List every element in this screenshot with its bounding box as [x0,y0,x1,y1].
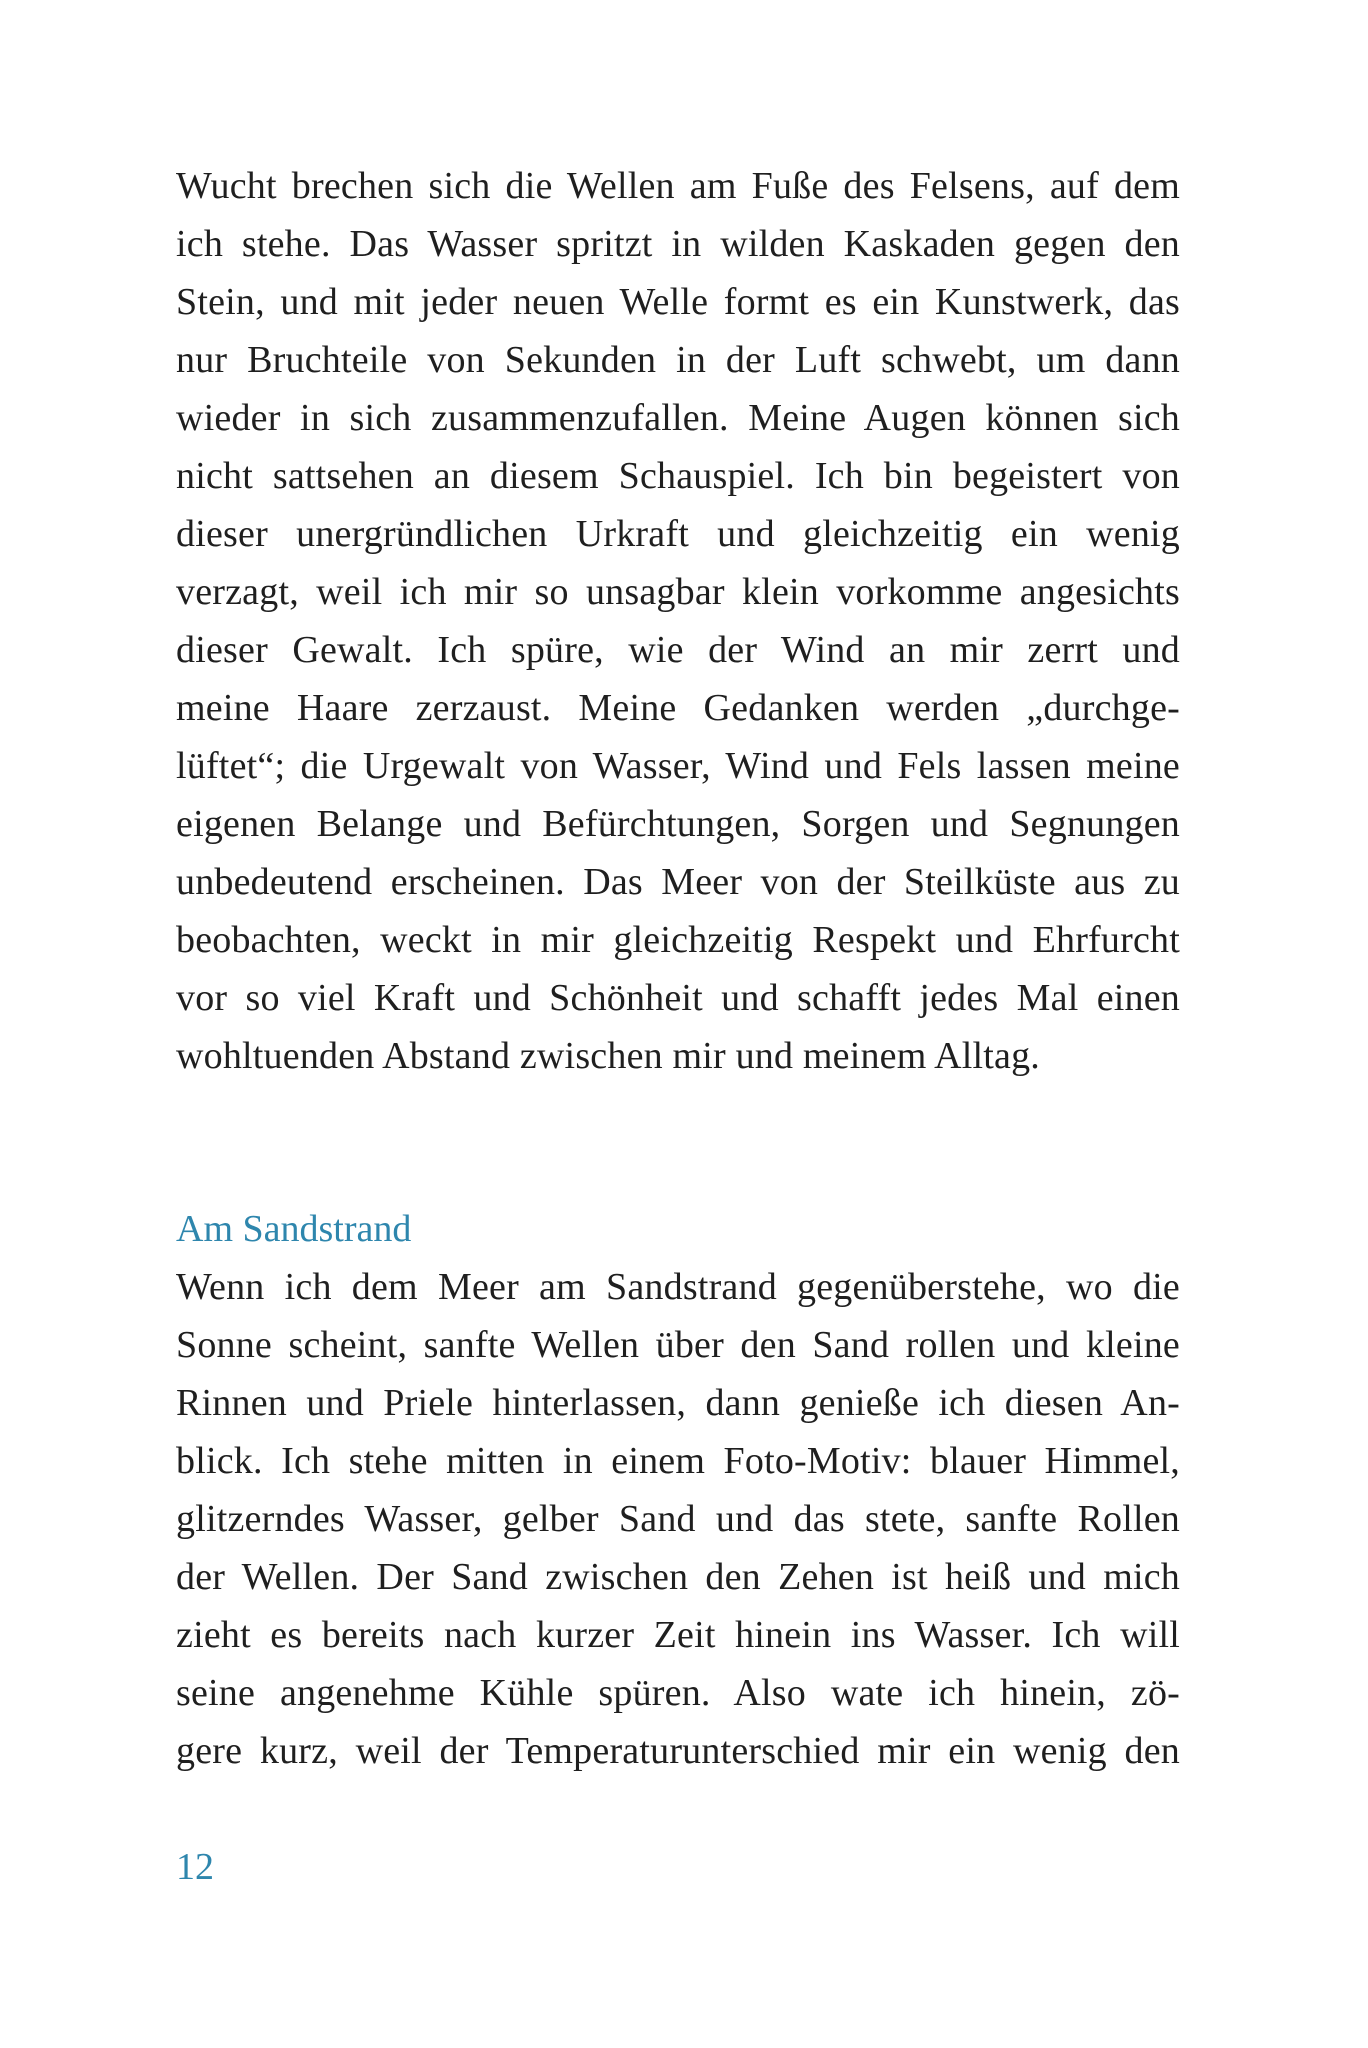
text-line: Stein, und mit jeder neuen Welle formt es ein Kunstwerk, das [176,281,1180,323]
text-line: meine Haare zerzaust. Meine Gedanken werden „durchge- [176,687,1180,729]
text-line: beobachten, weckt in mir gleichzeitig Respekt und Ehrfurcht [176,919,1180,961]
text-line: vor so viel Kraft und Schönheit und schafft jedes Mal einen [176,977,1180,1019]
text-line: wieder in sich zusammenzufallen. Meine Augen können sich [176,397,1180,439]
paragraph-2 [176,1258,1180,1780]
text-line: seine angenehme Kühle spüren. Also wate ich hinein, zö- [176,1672,1180,1714]
text-line: dieser unergründlichen Urkraft und gleichzeitig ein wenig [176,513,1180,555]
text-line: unbedeutend erscheinen. Das Meer von der Steilküste aus zu [176,861,1180,903]
text-line: Rinnen und Priele hinterlassen, dann genieße ich diesen An- [176,1382,1180,1424]
text-line: Sonne scheint, sanfte Wellen über den Sand rollen und kleine [176,1324,1180,1366]
section-heading: Am Sandstrand [176,1208,412,1250]
text-line: lüftet“; die Urgewalt von Wasser, Wind und Fels lassen meine [176,745,1180,787]
text-line: wohltuenden Abstand zwischen mir und meinem Alltag. [176,1035,1040,1077]
text-line: dieser Gewalt. Ich spüre, wie der Wind an mir zerrt und [176,629,1180,671]
text-line: Wucht brechen sich die Wellen am Fuße des Felsens, auf dem [176,165,1180,207]
text-line: nicht sattsehen an diesem Schauspiel. Ich bin begeistert von [176,455,1180,497]
section-spacer [176,1085,1180,1200]
text-line: eigenen Belange und Befürchtungen, Sorgen und Segnungen [176,803,1180,845]
text-line: glitzerndes Wasser, gelber Sand und das stete, sanfte Rollen [176,1498,1180,1540]
text-line: blick. Ich stehe mitten in einem Foto-Motiv: blauer Himmel, [176,1440,1180,1482]
text-line: zieht es bereits nach kurzer Zeit hinein ins Wasser. Ich will [176,1614,1180,1656]
text-line: der Wellen. Der Sand zwischen den Zehen ist heiß und mich [176,1556,1180,1598]
text-line: Wenn ich dem Meer am Sandstrand gegenüberstehe, wo die [176,1266,1180,1308]
paragraph-1 [176,157,1180,1085]
text-line: nur Bruchteile von Sekunden in der Luft schwebt, um dann [176,339,1180,381]
book-page [176,157,1180,1780]
text-line: gere kurz, weil der Temperaturunterschied mir ein wenig den [176,1730,1180,1772]
text-line: verzagt, weil ich mir so unsagbar klein vorkomme angesichts [176,571,1180,613]
page-number: 12 [176,1846,214,1888]
text-line: ich stehe. Das Wasser spritzt in wilden Kaskaden gegen den [176,223,1180,265]
